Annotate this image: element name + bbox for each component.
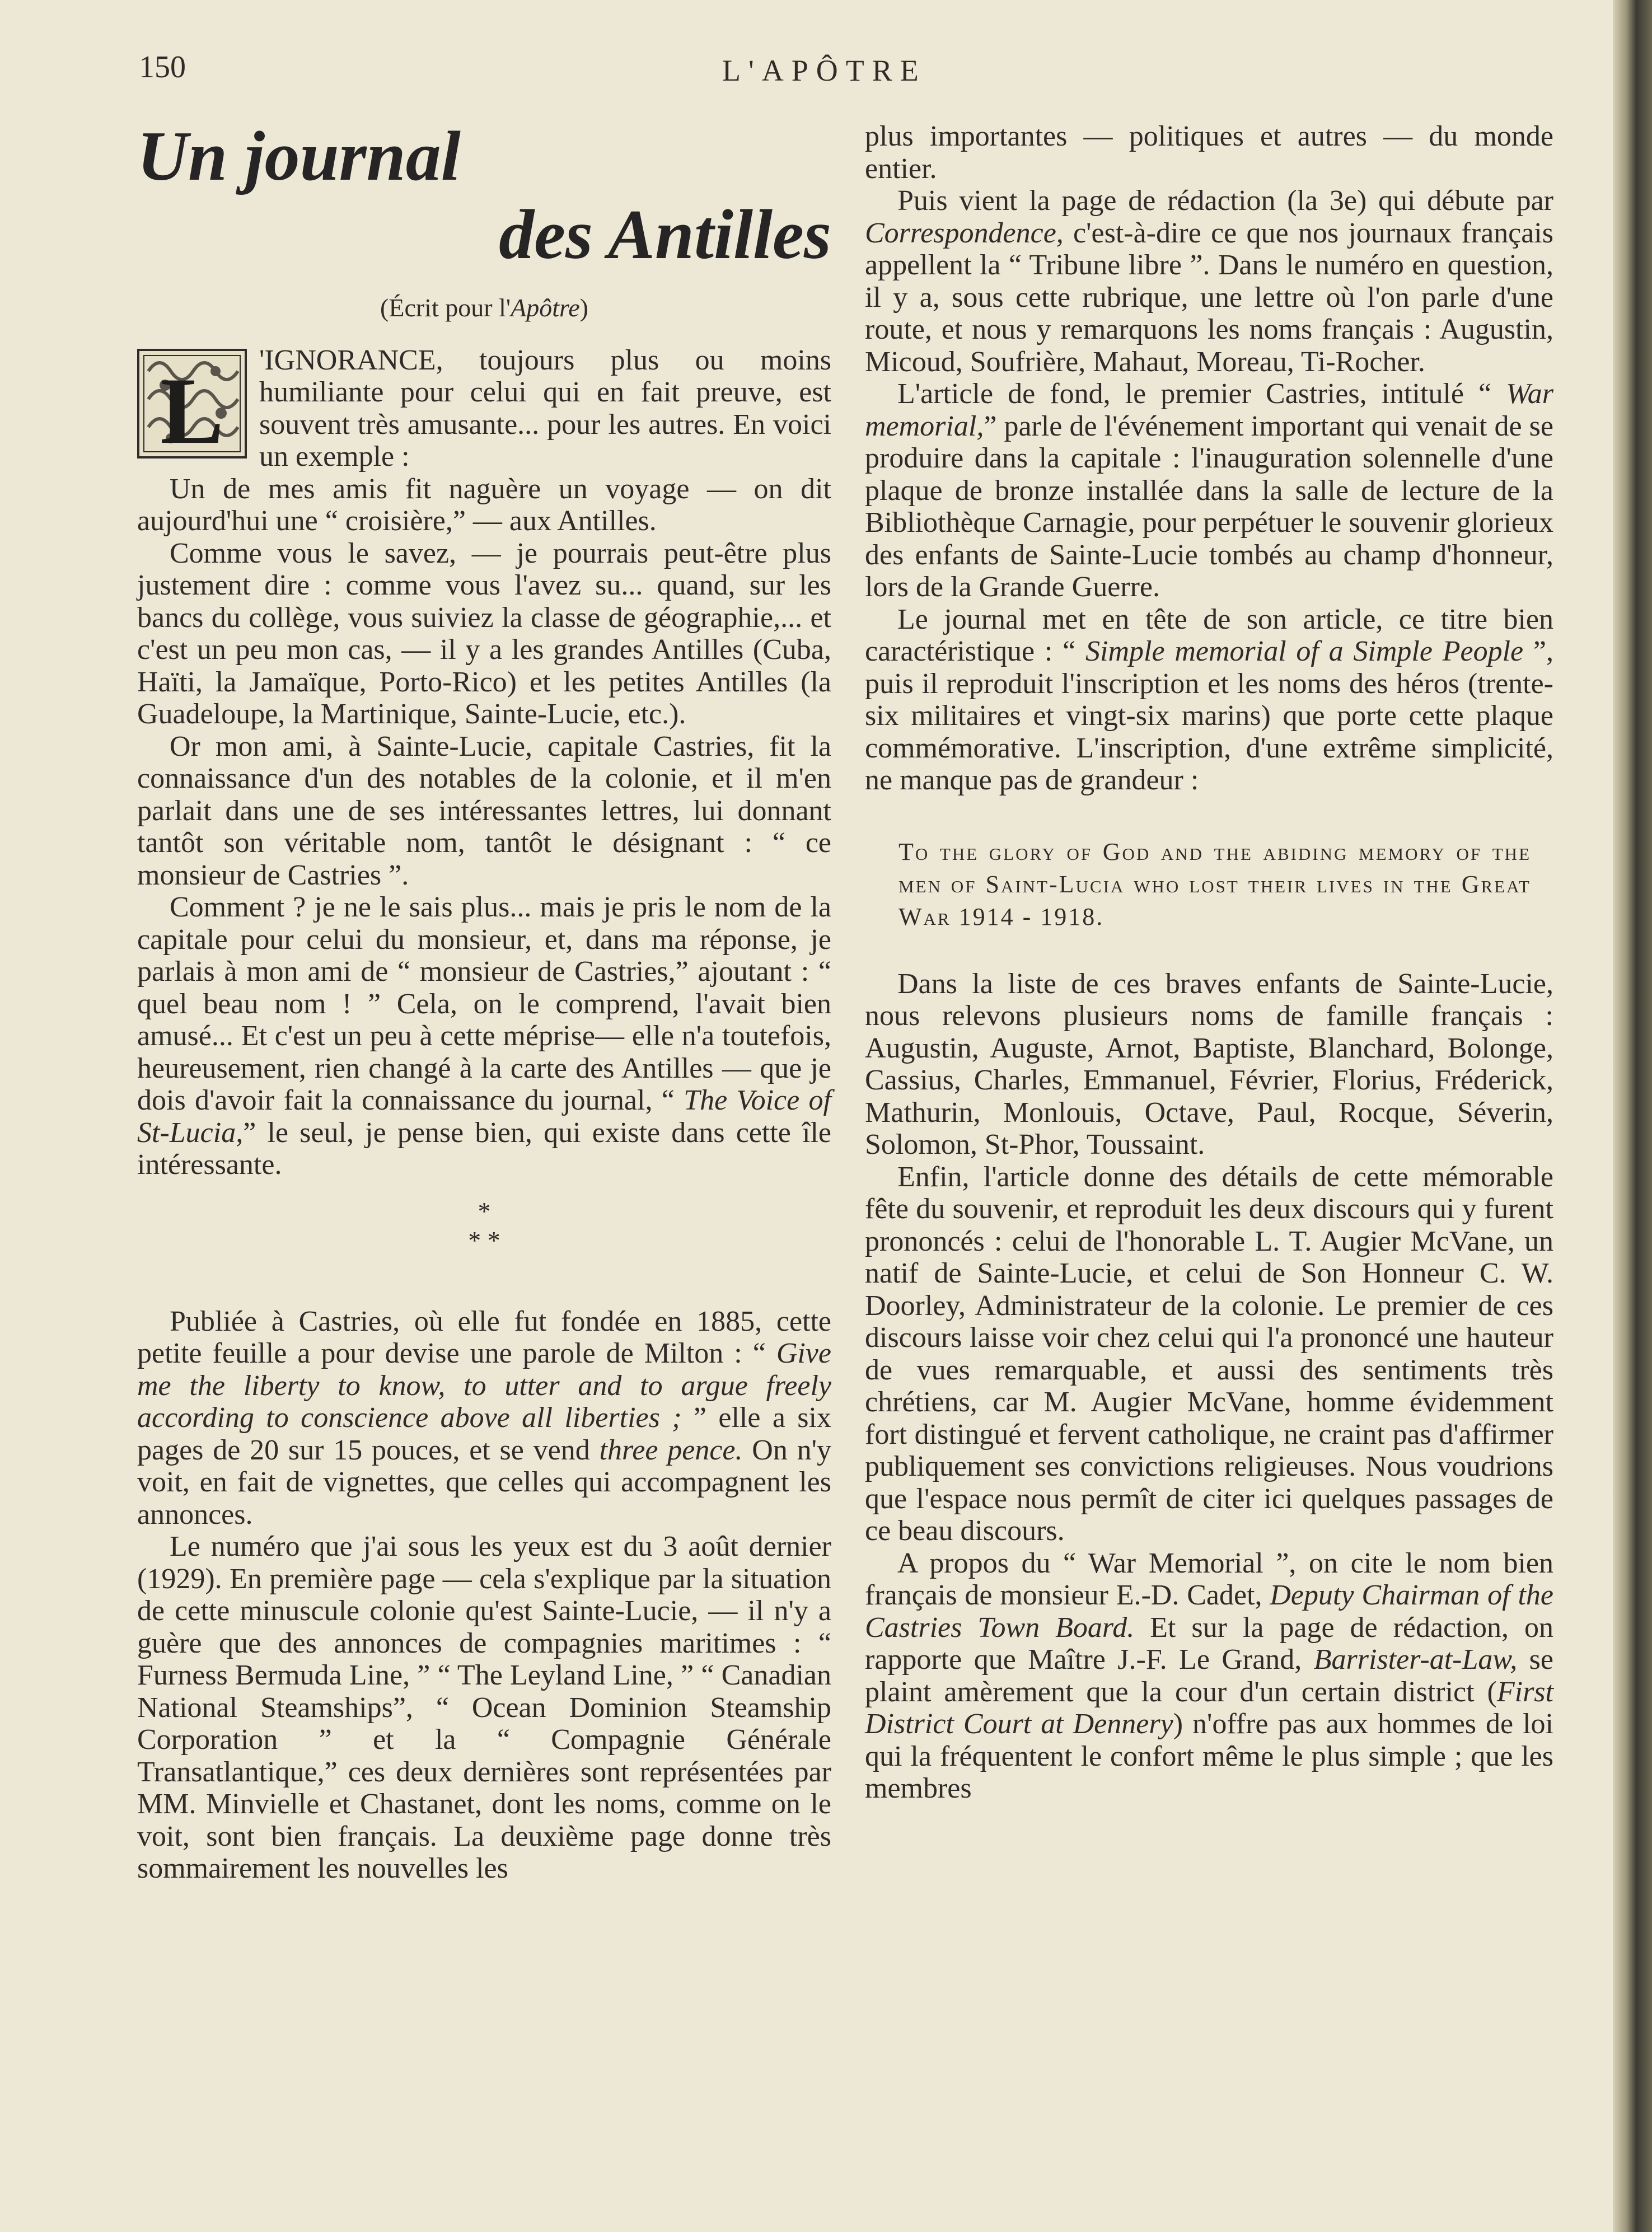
text-run: ”, puis il reproduit l'inscription et les noms des héros (trente-six militaires et vingt-six marins) que porte cette plaque commémorative. L'inscription, d'une extrême simplicité, ne manque pas de grandeur : — [865, 635, 1553, 796]
italic-run: Barrister-at-Law, — [1313, 1644, 1518, 1676]
section-separator — [137, 1197, 831, 1255]
separator-star: * — [478, 1196, 491, 1225]
italic-run: War memorial, — [865, 378, 1553, 442]
text-run: Puis vient la page de rédaction (la 3e) qui débute par — [897, 185, 1553, 217]
text-run: ” parle de l'événement important qui venait de se produire dans la capitale : l'inauguration solennelle d'une plaque de bronze installée dans la salle de lecture de la Bibliothèque Carnagie, pour perpétuer le souvenir glorieux des enfants de Sainte-Lucie tombés au champ d'honneur, lors de la Grande Guerre. — [865, 410, 1553, 603]
italic-run: Deputy Chairman of the Castries Town Board. — [865, 1579, 1553, 1644]
text-run: A propos du “ War Memorial ”, on cite le nom bien français de monsieur E.-D. Cadet, — [865, 1547, 1553, 1611]
text-run: Comment ? je ne le sais plus... mais je pris le nom de la capitale pour celui du monsieur, et, dans ma réponse, je parlais à mon ami de “ monsieur de Castries,” ajoutant : “ quel beau nom ! ” Cela, on le comprend, l'avait bien amusé... Et c'est un peu à cette méprise— elle n'a toutefois, heureusement, rien changé à la carte des Antilles — que je dois d'avoir fait la connaissance du journal, “ — [137, 891, 831, 1116]
paragraph: Le numéro que j'ai sous les yeux est du 3 août dernier (1929). En première page — cela s'explique par la situation de cette minuscule colonie qu'est Sainte-Lucie, — il n'y a guère que des annonces de compagnies maritimes : “ Furness Bermuda Line, ” “ The Leyland Line, ” “ Canadian National Steamships”, “ Ocean Dominion Steamship Corporation ” et la “ Compagnie Générale Transatlantique,” ces deux dernières sont représentées par MM. Minvielle et Chastanet, dont les noms, comme on le voit, sont bien français. La deuxième page donne très sommairement les nouvelles les — [137, 1531, 831, 1884]
text-run: On n'y voit, en fait de vignettes, que celles qui accompagnent les annonces. — [137, 1434, 831, 1531]
intro-paragraph — [137, 344, 831, 473]
italic-run: The Voice of St-Lucia, — [137, 1084, 831, 1149]
intro-rest: toujours plus ou moins humiliante pour celui qui en fait preuve, est souvent très amusante... pour les autres. En voici un exemple : — [259, 344, 831, 472]
text-run: ” elle a six pages de 20 sur 15 pouces, et se vend — [137, 1402, 831, 1466]
text-run: c'est-à-dire ce que nos journaux français appellent la “ Tribune libre ”. Dans le numéro en question, il y a, sous cette rubrique, une lettre où l'on parle d'une route, et nous y remarquons les noms français : Augustin, Micoud, Soufrière, Mahaut, Moreau, Ti-Rocher. — [865, 217, 1553, 378]
paragraph — [137, 891, 831, 1181]
page-number: 150 — [139, 50, 186, 85]
italic-run: Correspondence, — [865, 217, 1064, 249]
paragraph: Enfin, l'article donne des détails de cette mémorable fête du souvenir, et reproduit les deux discours qui y furent prononcés : celui de l'honorable L. T. Augier McVane, un natif de Sainte-Lucie, et celui de Son Honneur C. W. Doorley, Administrateur de la colonie. Le premier de ces discours laisse voir chez celui qui l'a prononcé une hauteur de vues remarquable, et aussi des sentiments très chrétiens, car M. Augier McVane, homme évidemment fort distingué et fervent catholique, ne craint pas d'affirmer publiquement ses convictions religieuses. Nous voudrions que l'espace nous permît de citer ici quelques passages de ce beau discours. — [865, 1161, 1553, 1547]
byline-italic: Apôtre — [511, 293, 580, 322]
ornamental-dropcap-icon — [137, 349, 247, 458]
text-run: se plaint amèrement que la cour d'un certain district ( — [865, 1644, 1553, 1708]
paragraph — [865, 185, 1553, 378]
italic-run: Simple memorial of a Simple People — [1085, 635, 1524, 667]
paragraph — [865, 378, 1553, 603]
italic-run: three pence. — [599, 1434, 743, 1466]
text-run: Publiée à Castries, où elle fut fondée en 1885, cette petite feuille a pour devise une parole de Milton : “ — [137, 1305, 831, 1369]
paragraph: Un de mes amis fit naguère un voyage — on dit aujourd'hui une “ croisière,” — aux Antilles. — [137, 472, 831, 537]
paragraph: Dans la liste de ces braves enfants de Sainte-Lucie, nous relevons plusieurs noms de famille français : Augustin, Auguste, Arnot, Baptiste, Blanchard, Bolonge, Cassius, Charles, Emmanuel, Février, Florius, Fréderick, Mathurin, Monlouis, Octave, Paul, Rocque, Séverin, Solomon, St-Phor, Toussaint. — [865, 967, 1553, 1161]
page-edge-shadow — [1613, 0, 1652, 2232]
paragraph: plus importantes — politiques et autres — du monde entier. — [865, 120, 1553, 185]
article-title-line1: Un journal — [137, 118, 461, 195]
right-column — [865, 120, 1553, 1805]
italic-run: First District Court at Dennery — [865, 1676, 1553, 1740]
paragraph — [865, 603, 1553, 797]
paragraph: Or mon ami, à Sainte-Lucie, capitale Castries, fit la connaissance d'un des notables de la colonie, et il m'en parlait dans une de ses intéressantes lettres, lui donnant tantôt son véritable nom, tantôt le désignant : “ ce monsieur de Castries ”. — [137, 730, 831, 891]
paragraph: Comme vous le savez, — je pourrais peut-être plus justement dire : comme vous l'avez su... quand, sur les bancs du collège, vous suiviez la classe de géographie,... et c'est un peu mon cas, — il y a les grandes Antilles (Cuba, Haïti, la Jamaïque, Porto-Rico) et les petites Antilles (la Guadeloupe, la Martinique, Sainte-Lucie, etc.). — [137, 537, 831, 730]
paragraph — [137, 1305, 831, 1531]
left-column — [137, 120, 831, 1885]
text-run: Le journal met en tête de son article, ce titre bien caractéristique : “ — [865, 603, 1553, 667]
intro-smallcaps: 'IGNORANCE, — [259, 344, 443, 376]
byline-prefix: (Écrit pour l' — [380, 293, 511, 322]
text-run: Et sur la page de rédaction, on rapporte que Maître J.-F. Le Grand, — [865, 1611, 1553, 1676]
dropcap-letter: L — [160, 358, 224, 458]
memorial-inscription: To the glory of God and the abiding memory of the men of Saint-Lucia who lost their lives in the Great War 1914 - 1918. — [898, 837, 1531, 930]
italic-run: Give me the liberty to know, to utter and to argue freely according to conscience above all liberties ; — [137, 1337, 831, 1434]
article-title-line2: des Antilles — [499, 196, 831, 274]
text-run: ) n'offre pas aux hommes de loi qui la fréquentent le confort même le plus simple ; que les membres — [865, 1708, 1553, 1804]
running-title: L'APÔTRE — [722, 54, 926, 87]
byline-suffix: ) — [579, 293, 588, 322]
separator-stars: * * — [468, 1225, 500, 1255]
text-run: ” le seul, je pense bien, qui existe dans cette île intéressante. — [137, 1116, 831, 1181]
paragraph — [865, 1547, 1553, 1805]
byline — [137, 292, 831, 324]
text-run: L'article de fond, le premier Castries, intitulé “ — [897, 378, 1506, 410]
